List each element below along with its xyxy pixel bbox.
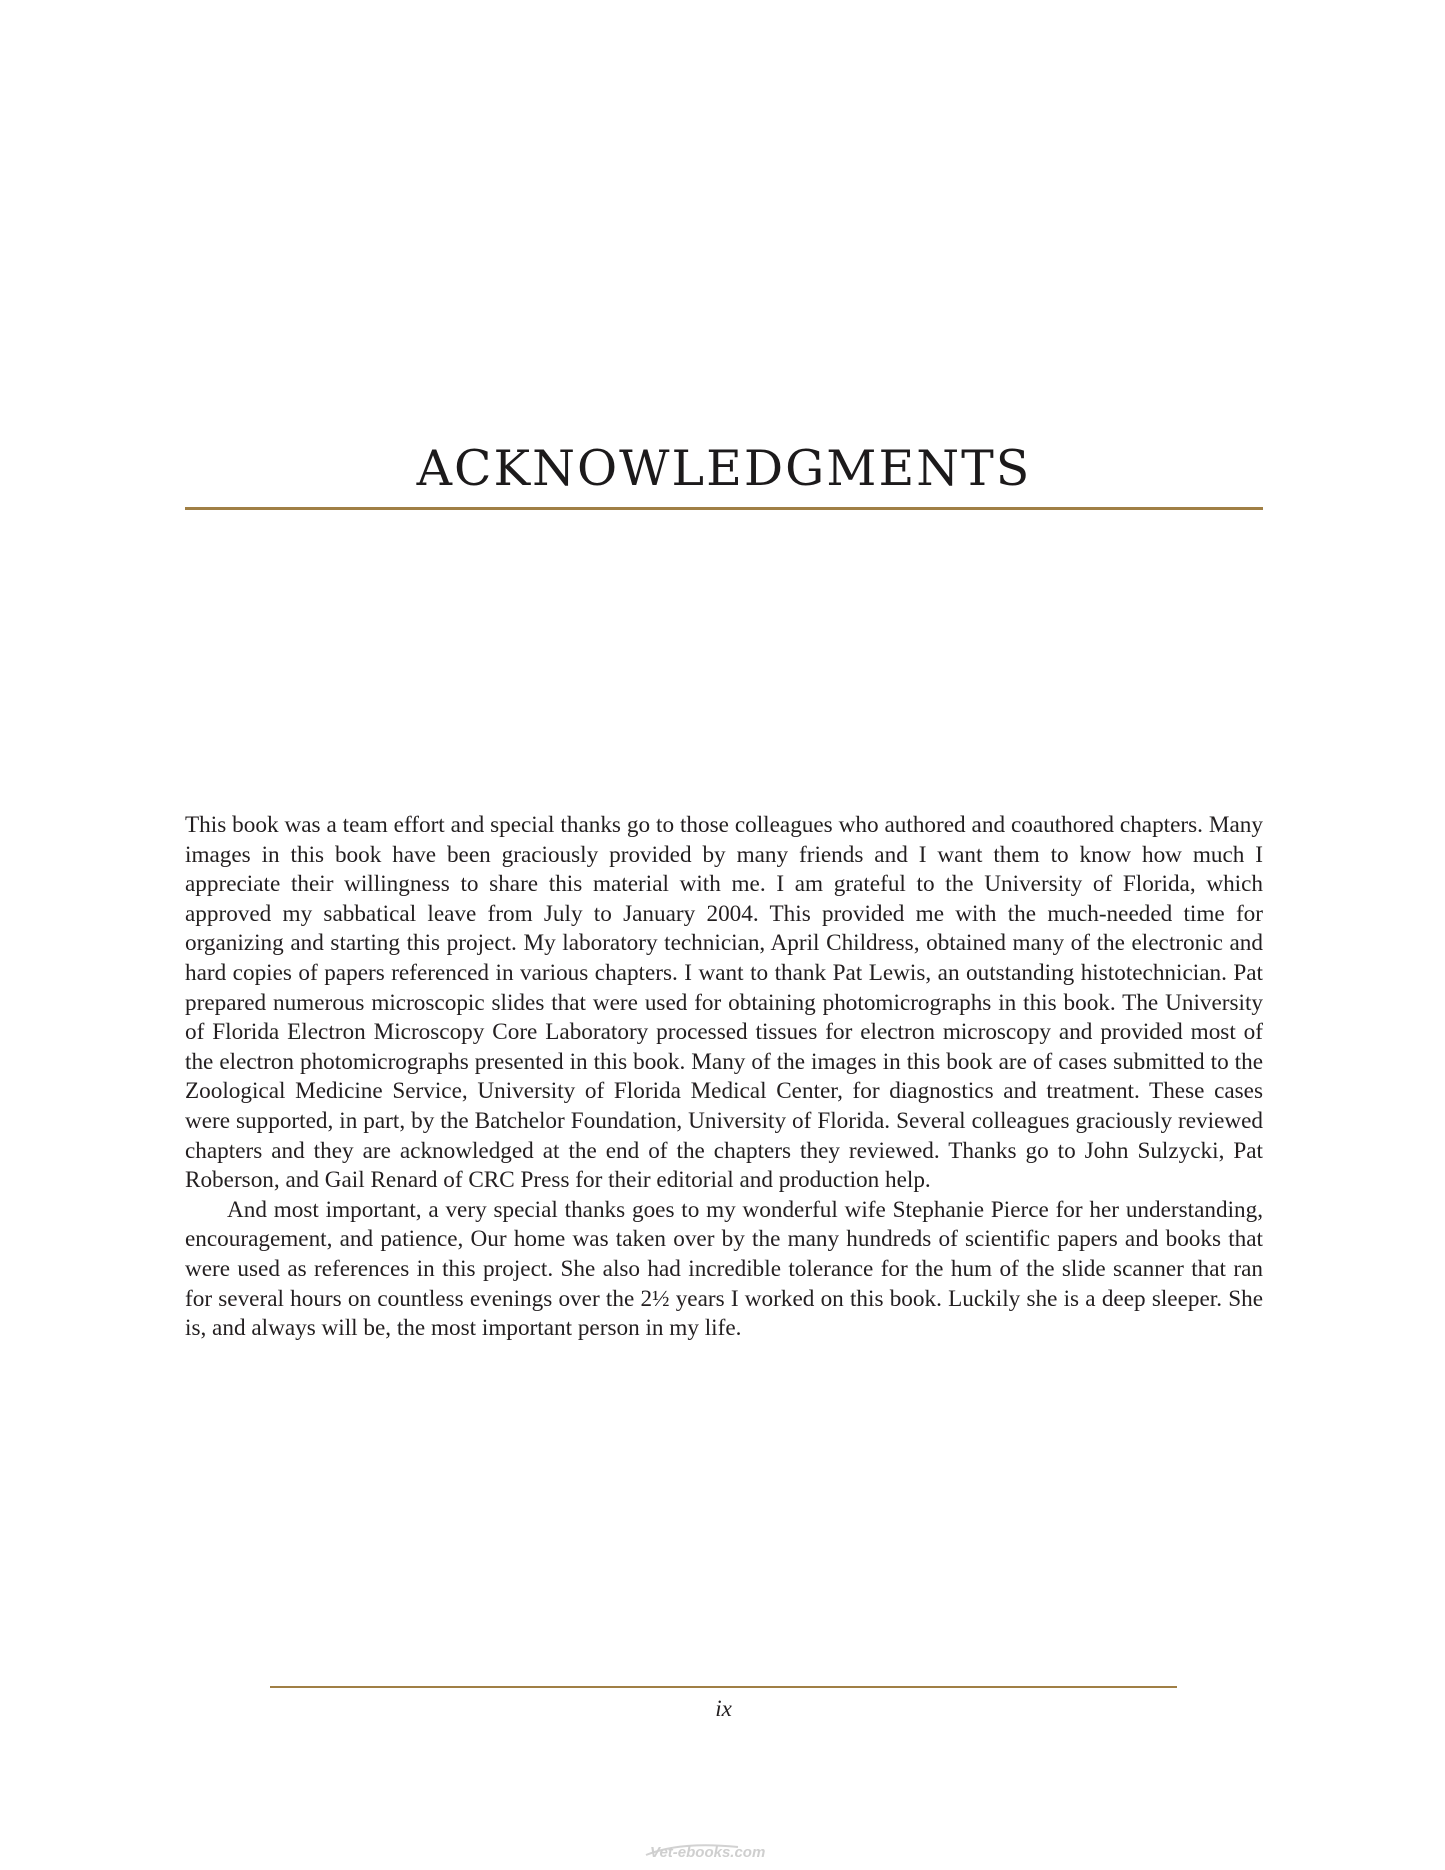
acknowledgments-body	[185, 811, 1263, 1344]
svg-text:Vet-ebooks.com: Vet-ebooks.com	[650, 1844, 766, 1861]
watermark-logo	[640, 1835, 810, 1863]
paragraph-2: And most important, a very special thanks goes to my wonderful wife Stephanie Pierce for her understanding, encouragement, and patience, Our home was taken over by the many hundreds of scientific papers and books that were used as references in this project. She also had incredible tolerance for the hum of the slide scanner that ran for several hours on countless evenings over the 2½ years I worked on this book. Luckily she is a deep sleeper. She is, and always will be, the most important person in my life.	[185, 1196, 1263, 1342]
page-number: ix	[715, 1696, 732, 1721]
title-divider	[185, 507, 1263, 510]
paragraph-1: This book was a team effort and special thanks go to those colleagues who authored and coauthored chapters. Many images in this book have been graciously provided by many friends and I want them to know how much I appreciate their willingness to share this material with me. I am grateful to the University of Florida, which approved my sabbatical leave from July to January 2004. This provided me with the much-needed time for organizing and starting this project. My laboratory technician, April Childress, obtained many of the electronic and hard copies of papers referenced in various chapters. I want to thank Pat Lewis, an outstanding histotechnician. Pat prepared numerous microscopic slides that were used for obtaining photomicrographs in this book. The University of Florida Electron Microscopy Core Laboratory processed tissues for electron microscopy and provided most of the electron photomicrographs presented in this book. Many of the images in this book are of cases submitted to the Zoological Medicine Service, University of Florida Medical Center, for diagnostics and treatment. These cases were supported, in part, by the Batchelor Foundation, University of Florida. Several colleagues graciously reviewed chapters and they are acknowledged at the end of the chapters they reviewed. Thanks go to John Sulzycki, Pat Roberson, and Gail Renard of CRC Press for their editorial and production help.	[185, 812, 1263, 1194]
footer-divider	[270, 1686, 1177, 1688]
watermark-logo-graphic	[640, 1835, 810, 1863]
page-title: ACKNOWLEDGMENTS	[416, 440, 1032, 497]
